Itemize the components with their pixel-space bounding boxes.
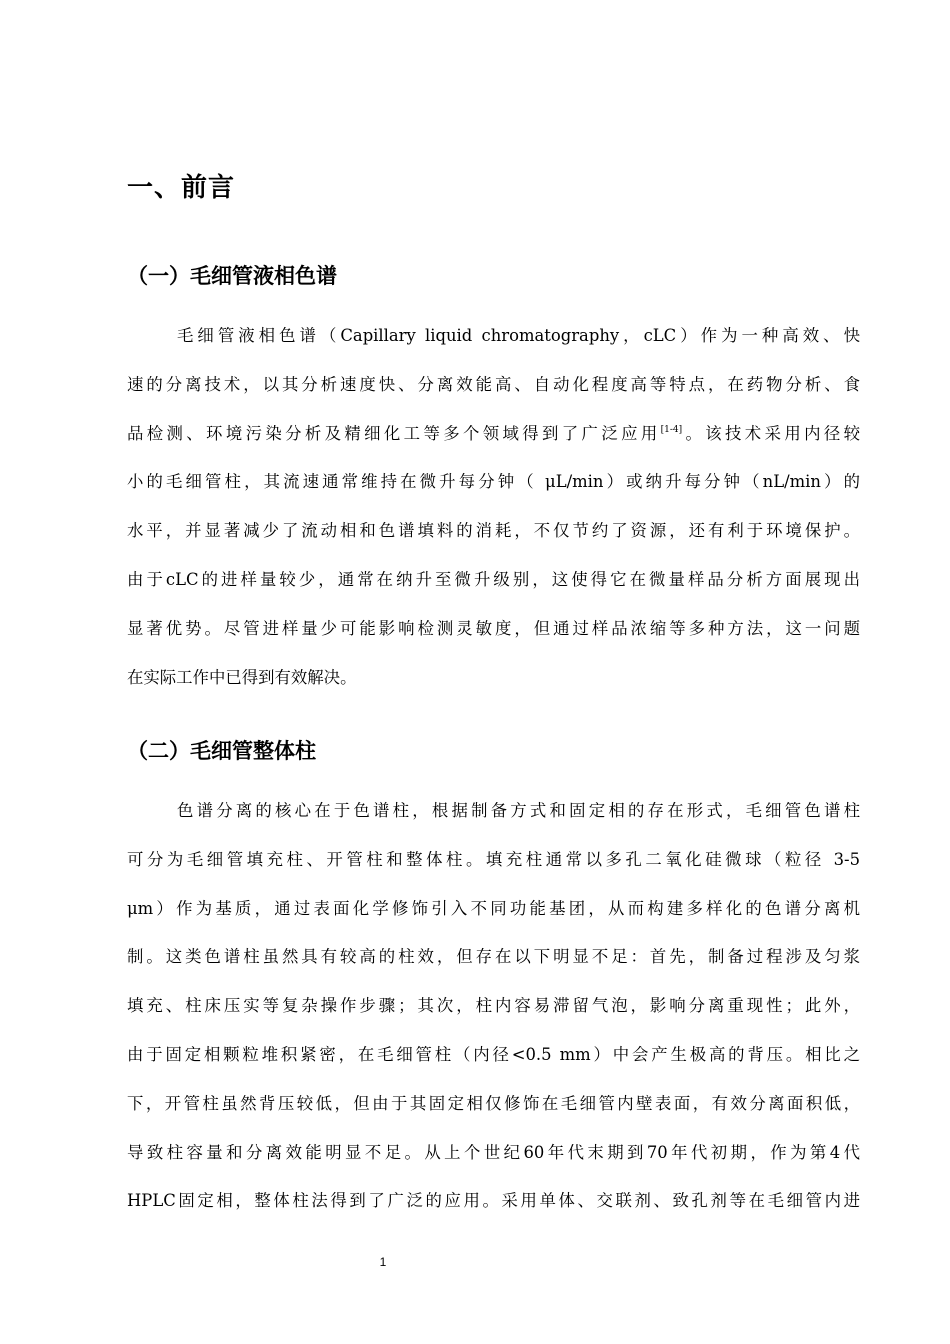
paragraph-line-with-citation [127,419,860,449]
citation-reference: [1-4] [660,425,683,435]
paragraph-line: 导致柱容量和分离效能明显不足。从上个世纪60年代末期到70年代初期，作为第4代 [127,1143,860,1162]
paragraph-line: 可分为毛细管填充柱、开管柱和整体柱。填充柱通常以多孔二氧化硅微球（粒径 3-5 [127,850,860,869]
paragraph-line: HPLC固定相，整体柱法得到了广泛的应用。采用单体、交联剂、致孔剂等在毛细管内进 [127,1191,860,1210]
paragraph-line: 水平，并显著减少了流动相和色谱填料的消耗，不仅节约了资源，还有利于环境保护。 [127,521,860,540]
paragraph-line: 填充、柱床压实等复杂操作步骤；其次，柱内容易滞留气泡，影响分离重现性；此外， [127,996,860,1015]
paragraph-line: 小的毛细管柱，其流速通常维持在微升每分钟（ μL/min）或纳升每分钟（nL/min）的 [127,472,860,491]
paragraph-line: 在实际工作中已得到有效解决。 [127,668,357,687]
paragraph-line: 由于cLC的进样量较少，通常在纳升至微升级别，这使得它在微量样品分析方面展现出 [127,570,860,589]
paragraph-line: 下，开管柱虽然背压较低，但由于其固定相仅修饰在毛细管内壁表面，有效分离面积低， [127,1094,860,1113]
paragraph-line: 制。这类色谱柱虽然具有较高的柱效，但存在以下明显不足：首先，制备过程涉及匀浆 [127,947,860,966]
paragraph-line: 速的分离技术，以其分析速度快、分离效能高、自动化程度高等特点，在药物分析、食 [127,375,860,394]
paragraph-line: 色谱分离的核心在于色谱柱，根据制备方式和固定相的存在形式，毛细管色谱柱 [177,801,860,820]
paragraph-line: 毛细管液相色谱（Capillary liquid chromatography，cLC）作为一种高效、快 [177,326,860,345]
section-heading-monolithic-column: （二）毛细管整体柱 [127,739,316,763]
chapter-heading: 一、前言 [127,173,236,203]
paragraph-line: μm）作为基质，通过表面化学修饰引入不同功能基团，从而构建多样化的色谱分离机 [127,899,860,918]
paragraph-text: 品检测、环境污染分析及精细化工等多个领域得到了广泛应用 [127,424,661,443]
section-heading-capillary-lc: （一）毛细管液相色谱 [127,264,337,288]
paragraph-text: 。该技术采用内径较 [682,424,861,443]
page-number: 1 [379,1255,387,1269]
paragraph-line: 由于固定相颗粒堆积紧密，在毛细管柱（内径<0.5 mm）中会产生极高的背压。相比之 [127,1045,860,1064]
paragraph-line: 显著优势。尽管进样量少可能影响检测灵敏度，但通过样品浓缩等多种方法，这一问题 [127,619,860,638]
